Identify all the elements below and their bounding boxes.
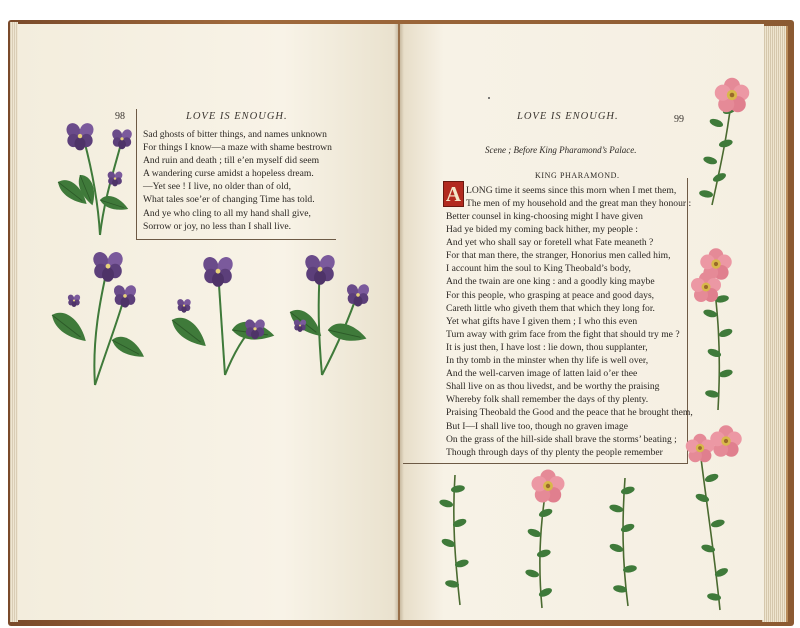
verse-line: Better counsel in king-choosing might I have given xyxy=(446,211,643,222)
verse-line: Sorrow or joy, no less than I shall live. xyxy=(143,220,292,232)
left-folio: 98 xyxy=(115,111,125,122)
verse-line: For that man there, the stranger, Honorius men called him, xyxy=(446,250,671,262)
violet-plant xyxy=(58,121,134,235)
verse-line: Shall live on as thou livedst, and be worthy the praising xyxy=(446,381,660,393)
rose-branch xyxy=(686,425,742,610)
rose-branch xyxy=(439,475,470,605)
verse-line: And the twain are one king : and a goodly king maybe xyxy=(446,276,655,288)
verse-line: Had ye bided my coming back hither, my people : xyxy=(446,224,638,236)
verse-line: It is just then, I have lost : lie down, thou supplanter, xyxy=(446,341,648,353)
verse-line: And ruin and death ; till e’en myself did seem xyxy=(143,155,320,167)
verse-line: On the grass of the hill-side shall brave the storms’ beating ; xyxy=(446,433,677,445)
verse-line: Though through days of thy plenty the people remember xyxy=(446,446,663,458)
verse-line: —Yet see ! I live, no older than of old, xyxy=(143,181,291,193)
rose-branch xyxy=(699,78,750,205)
rose-branch xyxy=(609,478,638,606)
verse-line: In thy tomb in the minster when thy life is well over, xyxy=(446,355,649,367)
violet-plant xyxy=(52,249,144,385)
verse-line: A wandering curse amidst a hopeless dream. xyxy=(143,168,314,180)
verse-line: But I—I shall live too, though no graven image xyxy=(446,420,628,432)
drop-cap: A xyxy=(443,181,464,207)
rose-branch xyxy=(691,248,733,410)
verse-line: For things I know—a maze with shame bestrown xyxy=(143,142,332,154)
verse-line: Praising Theobald the Good and the peace that he brought them, xyxy=(446,407,693,419)
verse-line: And ye who cling to all my hand shall give, xyxy=(143,207,311,219)
right-folio: 99 xyxy=(674,114,684,125)
verse-line: Careth little who giveth them that which they long for. xyxy=(446,302,655,314)
verse-line: And yet who shall say or foretell what Fate meaneth ? xyxy=(446,237,654,249)
verse-line: And the well-carven image of latten laid o’er thee xyxy=(446,368,638,380)
rose-branch xyxy=(525,470,565,609)
verse-line: Yet what gifts have I given them ; I who this even xyxy=(446,315,638,327)
verse-line: What tales soe’er of changing Time has told. xyxy=(143,194,315,206)
violet-plant xyxy=(290,252,371,375)
left-running-head: LOVE IS ENOUGH. xyxy=(186,111,288,122)
right-running-head: LOVE IS ENOUGH. xyxy=(517,111,619,122)
speaker-name: KING PHARAMOND. xyxy=(535,171,620,180)
verse-line: Whereby folk shall remember the days of thy plenty. xyxy=(446,394,649,406)
verse-first-line: LONG time it seems since this morn when I met them, xyxy=(466,185,677,196)
verse-line: For this people, who grasping at peace and good days, xyxy=(446,289,655,301)
verse-second-line: The men of my household and the great man they honour : xyxy=(466,198,692,209)
verse-line: Turn away with grim face from the fight that should try me ? xyxy=(446,328,680,340)
scene-heading: Scene ; Before King Pharamond’s Palace. xyxy=(485,145,637,155)
verse-line: I account him the soul to King Theobald’s body, xyxy=(446,263,631,275)
violet-plant xyxy=(172,254,274,375)
verse-line: Sad ghosts of bitter things, and names unknown xyxy=(143,129,327,140)
